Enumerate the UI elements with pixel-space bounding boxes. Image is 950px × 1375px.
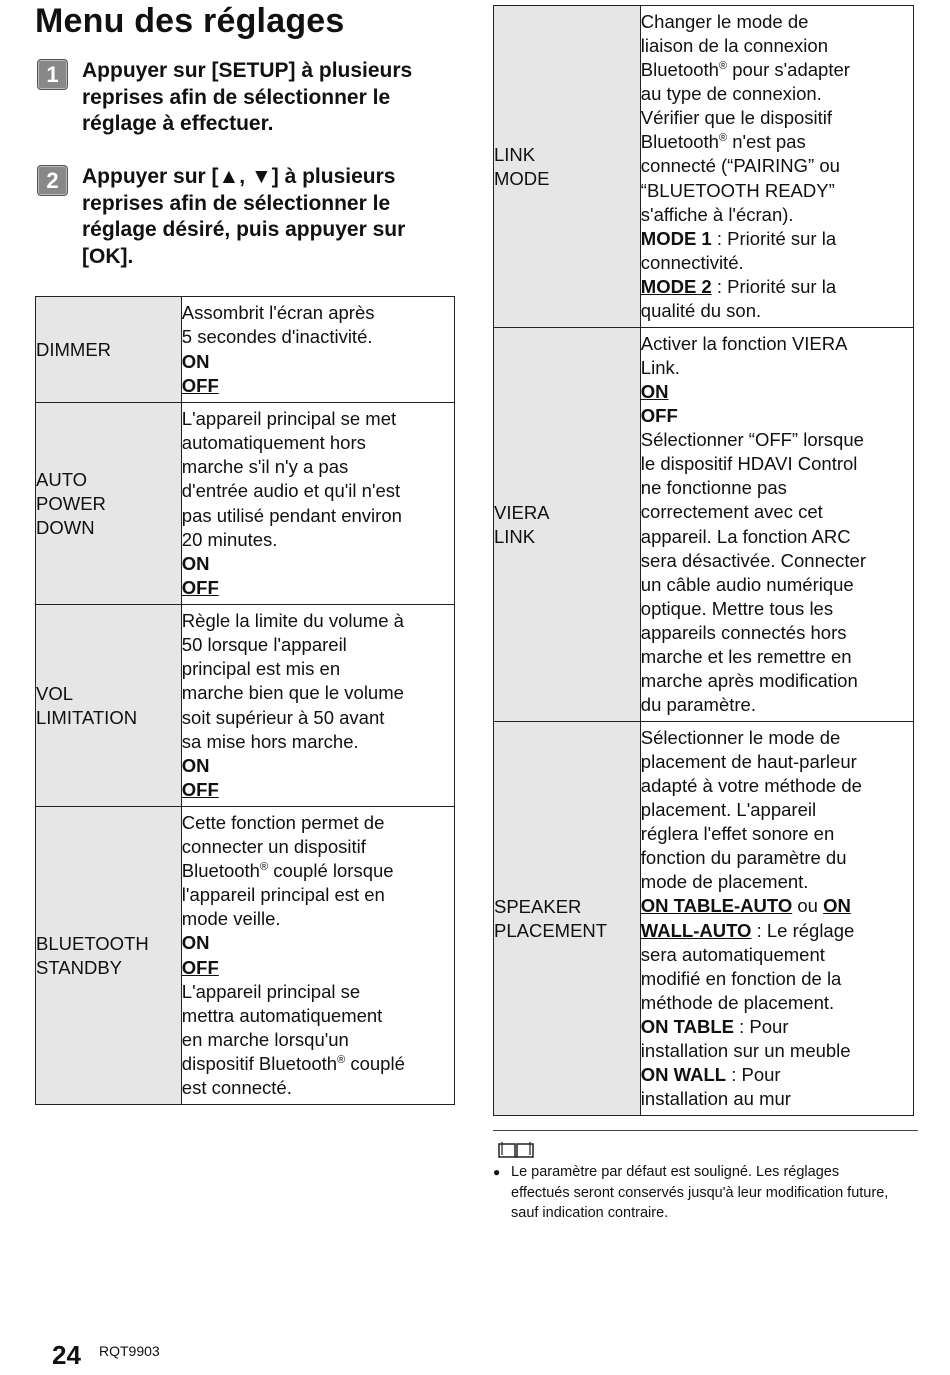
option-value: WALL-AUTO [640, 919, 752, 941]
note-section [493, 1130, 918, 1221]
description-text: ou [792, 895, 824, 917]
setting-name-line: BLUETOOTH [36, 932, 149, 954]
option-value: OFF [181, 778, 219, 800]
description-text: optique. Mettre tous les [640, 597, 834, 619]
settings-table-right [493, 5, 914, 1116]
setting-description [640, 6, 913, 328]
setting-name [494, 328, 641, 722]
description-line [641, 525, 913, 549]
description-text: Assombrit l'écran après [181, 302, 375, 324]
description-text: Sélectionner “OFF” lorsque [640, 429, 864, 451]
description-line [182, 883, 454, 907]
description-text: : Pour [726, 1064, 781, 1086]
description-line [641, 251, 913, 275]
description-line [182, 374, 454, 398]
description-text: couplé [345, 1052, 405, 1074]
description-text: appareils connectés hors [640, 621, 847, 643]
description-text: connectivité. [640, 251, 744, 273]
description-text: connecté (“PAIRING” ou [640, 155, 840, 177]
page-number: 24 [52, 1340, 81, 1370]
description-text: fonction du paramètre du [640, 847, 847, 869]
description-line [182, 479, 454, 503]
description-text: réglera l'effet sonore en [640, 823, 835, 845]
step-number-badge: 1 [37, 59, 68, 90]
description-text: modifié en fonction de la [640, 967, 842, 989]
description-line [641, 452, 913, 476]
description-text: appareil. La fonction ARC [640, 525, 851, 547]
description-text: Link. [640, 356, 680, 378]
description-line [641, 179, 913, 203]
description-line [641, 106, 913, 130]
setting-name [36, 403, 182, 605]
description-text: marche bien que le volume [181, 682, 404, 704]
description-line [641, 870, 913, 894]
description-text: : Pour [733, 1015, 789, 1037]
setting-name-line: MODE [494, 167, 550, 189]
description-line [641, 404, 913, 428]
description-text: marche s'il n'y a pas [181, 456, 349, 478]
description-text: principal est mis en [181, 658, 341, 680]
setting-row [494, 6, 914, 328]
setting-name-line: VIERA [494, 501, 550, 523]
description-text: en marche lorsqu'un [181, 1028, 349, 1050]
description-text: d'entrée audio et qu'il n'est [181, 480, 401, 502]
description-line [182, 859, 454, 883]
step-2 [37, 164, 437, 270]
description-line [641, 894, 913, 918]
description-line [182, 528, 454, 552]
description-line [182, 730, 454, 754]
description-text: placement. L'appareil [640, 799, 817, 821]
description-text: Changer le mode de [640, 10, 809, 32]
description-line [641, 428, 913, 452]
option-value: ON [181, 552, 210, 574]
setting-name-line: SPEAKER [494, 895, 582, 917]
note-line: Le paramètre par défaut est souligné. Les réglages [511, 1164, 840, 1180]
settings-table-left [35, 296, 455, 1105]
setting-name-line: DOWN [36, 516, 95, 538]
description-text: placement de haut-parleur [640, 750, 857, 772]
description-line [182, 956, 454, 980]
description-line [182, 1004, 454, 1028]
description-line [641, 154, 913, 178]
description-text: Activer la fonction VIERA [640, 332, 848, 354]
description-line [182, 301, 454, 325]
description-line [641, 380, 913, 404]
description-text: Bluetooth [640, 131, 719, 153]
description-line [182, 576, 454, 600]
setting-row [494, 722, 914, 1116]
description-text: au type de connexion. [640, 83, 822, 105]
description-text: s'affiche à l'écran). [640, 203, 794, 225]
description-line [641, 1063, 913, 1087]
book-icon [497, 1141, 535, 1159]
description-line [182, 504, 454, 528]
description-text: “BLUETOOTH READY” [640, 179, 835, 201]
description-line [641, 822, 913, 846]
setting-description [181, 605, 454, 807]
description-line [182, 455, 454, 479]
note-line: effectués seront conservés jusqu'à leur modification future, [511, 1184, 889, 1201]
description-text: sera désactivée. Connecter [640, 549, 867, 571]
step-instruction: Appuyer sur [▲, ▼] à plusieurs reprises afin de sélectionner le réglage désiré, puis appuyer sur [OK]. [82, 165, 406, 268]
option-value: OFF [640, 405, 678, 427]
description-text: mode veille. [181, 908, 281, 930]
description-line [641, 500, 913, 524]
description-text: du paramètre. [640, 694, 756, 716]
description-line [641, 476, 913, 500]
description-line [182, 1052, 454, 1076]
description-line [641, 573, 913, 597]
description-text: mode de placement. [640, 871, 809, 893]
description-text: méthode de placement. [640, 991, 835, 1013]
setting-name-line: STANDBY [36, 956, 123, 978]
setting-description [640, 722, 913, 1116]
description-line [182, 1076, 454, 1100]
description-text: sa mise hors marche. [181, 730, 359, 752]
description-text: pour s'adapter [727, 59, 850, 81]
description-line [182, 633, 454, 657]
description-line [182, 407, 454, 431]
setting-description [181, 403, 454, 605]
note-line: sauf indication contraire. [511, 1205, 669, 1221]
description-line [641, 58, 913, 82]
description-line [641, 943, 913, 967]
option-value: MODE 1 [640, 227, 712, 249]
description-text: : Le réglage [751, 919, 855, 941]
description-text: 20 minutes. [181, 528, 278, 550]
description-line [641, 798, 913, 822]
description-line [182, 325, 454, 349]
description-text: Cette fonction permet de [181, 811, 385, 833]
description-text: Vérifier que le dispositif [640, 107, 833, 129]
description-text: marche et les remettre en [640, 645, 852, 667]
description-line [182, 931, 454, 955]
description-text: un câble audio numérique [640, 573, 854, 595]
setting-name [36, 297, 182, 403]
description-text: 50 lorsque l'appareil [181, 634, 347, 656]
setting-name [36, 605, 182, 807]
description-line [641, 299, 913, 323]
option-value: ON TABLE [640, 1015, 734, 1037]
description-line [641, 669, 913, 693]
bullet-icon: ● [493, 1165, 501, 1179]
setting-name-line: AUTO [36, 468, 88, 490]
description-line [641, 750, 913, 774]
description-text: Sélectionner le mode de [640, 726, 841, 748]
option-value: OFF [181, 374, 219, 396]
description-text: est connecté. [181, 1076, 292, 1098]
setting-row [36, 403, 455, 605]
description-text: mettra automatiquement [181, 1004, 383, 1026]
step-number-badge: 2 [37, 165, 68, 196]
description-text: Bluetooth [181, 860, 260, 882]
description-line [641, 726, 913, 750]
option-value: OFF [181, 576, 219, 598]
description-text: couplé lorsque [268, 860, 394, 882]
description-line [641, 1039, 913, 1063]
description-text: : Priorité sur la [711, 227, 837, 249]
description-text: sera automatiquement [640, 943, 825, 965]
description-text: L'appareil principal se met [181, 408, 397, 430]
setting-row [36, 297, 455, 403]
setting-name [494, 6, 641, 328]
option-value: ON WALL [640, 1064, 727, 1086]
description-line [182, 552, 454, 576]
description-text: ne fonctionne pas [640, 477, 787, 499]
description-line [182, 1028, 454, 1052]
description-line [182, 681, 454, 705]
description-line [641, 130, 913, 154]
description-text: installation au mur [640, 1088, 791, 1110]
description-line [641, 774, 913, 798]
description-text: Bluetooth [640, 59, 719, 81]
description-line [641, 275, 913, 299]
description-text: automatiquement hors [181, 432, 366, 454]
option-value: ON [181, 350, 210, 372]
option-value: OFF [181, 956, 219, 978]
option-value: ON [640, 380, 669, 402]
setting-name [36, 807, 182, 1105]
description-text: 5 secondes d'inactivité. [181, 326, 373, 348]
description-line [641, 967, 913, 991]
description-line [641, 332, 913, 356]
description-text: ® [259, 860, 269, 873]
setting-name-line: LINK [494, 525, 536, 547]
setting-name-line: LINK [494, 143, 536, 165]
option-value: ON TABLE-AUTO [640, 895, 793, 917]
description-text: liaison de la connexion [640, 34, 828, 56]
setting-name-line: PLACEMENT [494, 919, 608, 941]
setting-name-line: DIMMER [36, 338, 112, 360]
description-line [641, 991, 913, 1015]
description-text: ® [337, 1053, 346, 1066]
description-line [641, 693, 913, 717]
description-text: ® [718, 132, 728, 145]
description-line [641, 34, 913, 58]
description-text: : Priorité sur la [711, 275, 837, 297]
description-line [182, 980, 454, 1004]
description-text: pas utilisé pendant environ [181, 504, 402, 526]
option-value: ON [181, 754, 210, 776]
description-line [182, 835, 454, 859]
description-line [641, 621, 913, 645]
description-text: le dispositif HDAVI Control [640, 453, 858, 475]
description-text: ® [718, 59, 728, 72]
description-text: marche après modification [640, 670, 858, 692]
description-line [182, 907, 454, 931]
description-text: dispositif Bluetooth [181, 1052, 338, 1074]
description-text: Règle la limite du volume à [181, 610, 404, 632]
description-line [641, 356, 913, 380]
option-value: ON [181, 932, 210, 954]
setting-name [494, 722, 641, 1116]
note-item [493, 1162, 918, 1224]
setting-row [36, 807, 455, 1105]
description-line [641, 597, 913, 621]
setting-name-line: POWER [36, 492, 106, 514]
description-line [641, 1015, 913, 1039]
description-text: correctement avec cet [640, 501, 823, 523]
description-text: installation sur un meuble [640, 1039, 851, 1061]
description-line [182, 706, 454, 730]
description-line [182, 754, 454, 778]
step-instruction: Appuyer sur [SETUP] à plusieurs reprises afin de sélectionner le réglage à effectuer. [82, 59, 413, 135]
setting-description [640, 328, 913, 722]
description-text: qualité du son. [640, 300, 762, 322]
description-line [641, 1087, 913, 1111]
description-text: L'appareil principal se [181, 980, 361, 1002]
document-code: RQT9903 [99, 1343, 160, 1359]
setting-description [181, 807, 454, 1105]
description-line [641, 203, 913, 227]
description-line [641, 846, 913, 870]
option-value: ON [823, 895, 851, 917]
description-text: n'est pas [727, 131, 806, 153]
option-value: MODE 2 [640, 275, 712, 297]
description-text: soit supérieur à 50 avant [181, 706, 385, 728]
description-line [641, 549, 913, 573]
step-1 [37, 58, 437, 138]
description-line [641, 10, 913, 34]
description-line [182, 778, 454, 802]
setting-row [494, 328, 914, 722]
description-line [182, 811, 454, 835]
description-text: l'appareil principal est en [181, 884, 385, 906]
description-text: adapté à votre méthode de [640, 774, 862, 796]
description-line [182, 657, 454, 681]
description-text: connecter un dispositif [181, 836, 366, 858]
description-line [182, 431, 454, 455]
setting-name-line: VOL [36, 682, 74, 704]
setting-name-line: LIMITATION [36, 706, 138, 728]
description-line [641, 919, 913, 943]
page-title: Menu des réglages [35, 2, 345, 40]
description-line [641, 227, 913, 251]
description-line [182, 609, 454, 633]
description-line [641, 82, 913, 106]
description-line [182, 350, 454, 374]
setting-description [181, 297, 454, 403]
setting-row [36, 605, 455, 807]
description-line [641, 645, 913, 669]
